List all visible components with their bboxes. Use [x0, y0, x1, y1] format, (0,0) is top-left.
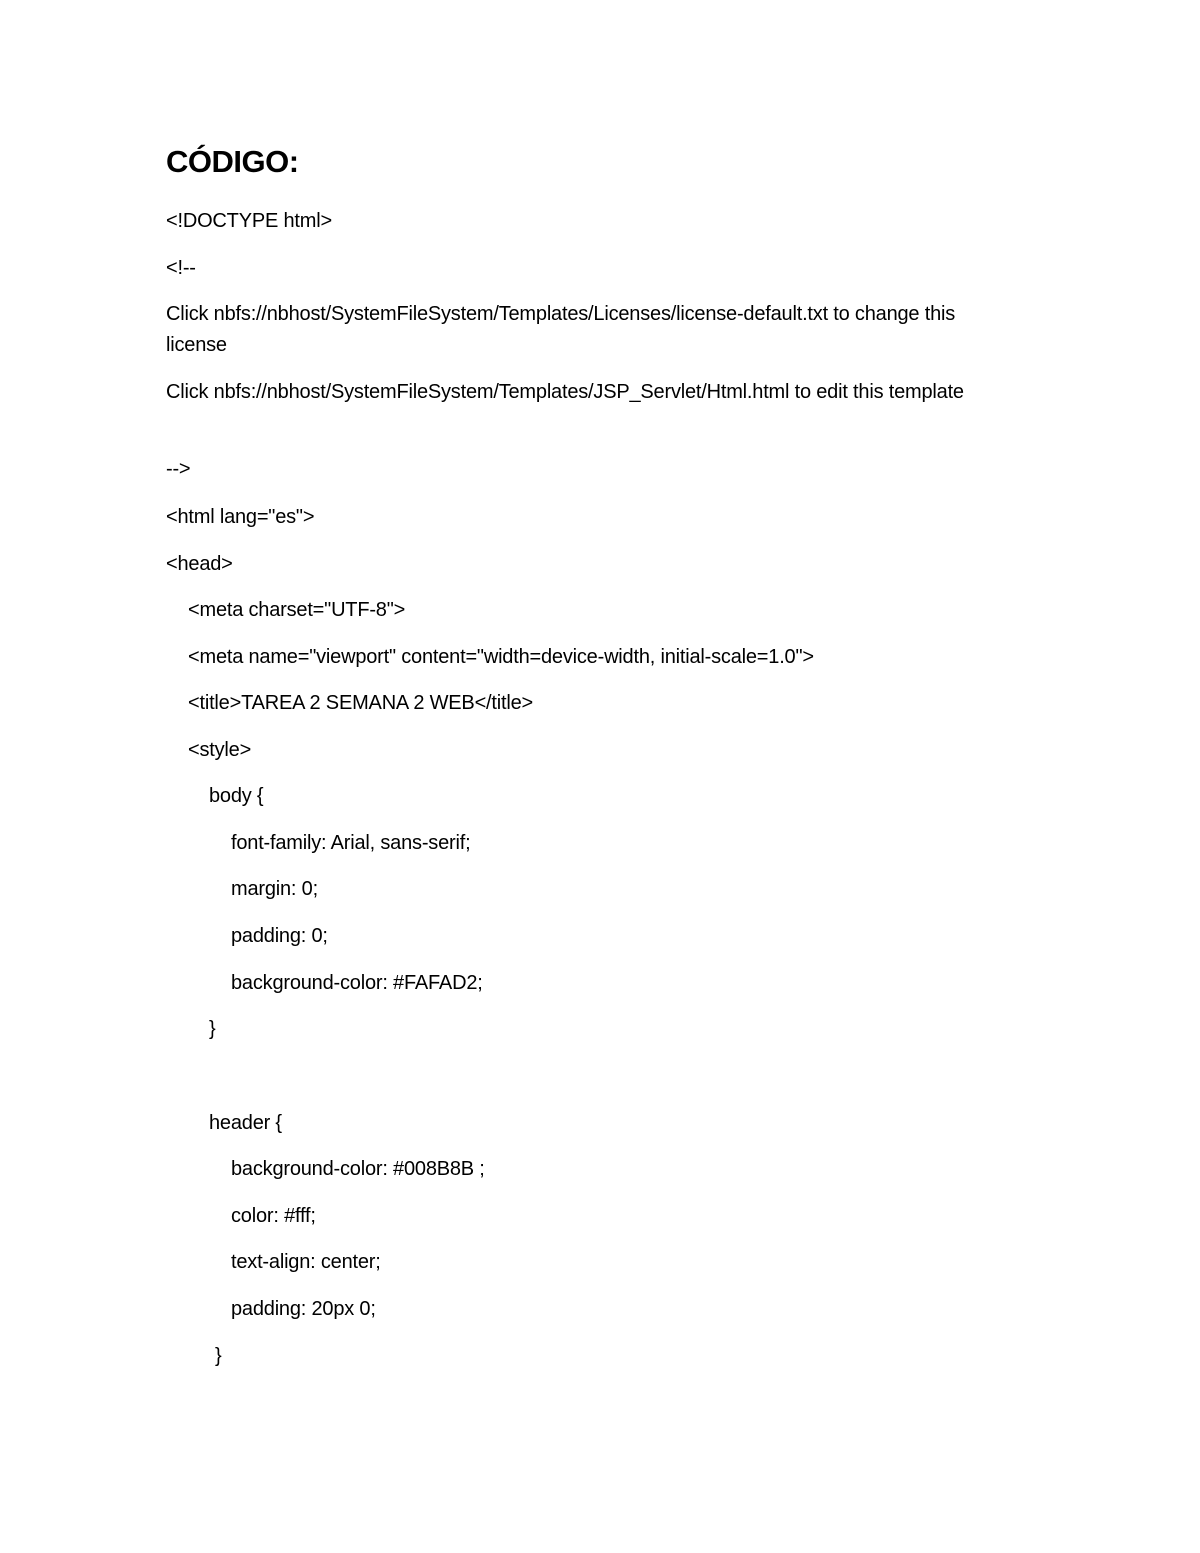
code-line: <meta charset="UTF-8"> — [188, 599, 406, 621]
code-line: background-color: #FAFAD2; — [231, 972, 483, 994]
code-line: margin: 0; — [231, 878, 318, 900]
code-line: padding: 20px 0; — [231, 1298, 376, 1320]
document-title: CÓDIGO: — [166, 144, 299, 179]
code-line: } — [215, 1345, 222, 1367]
code-line: body { — [209, 785, 264, 807]
code-line: color: #fff; — [231, 1205, 316, 1227]
code-line: Click nbfs://nbhost/SystemFileSystem/Templates/JSP_Servlet/Html.html to edit this template — [166, 381, 964, 403]
code-line: font-family: Arial, sans-serif; — [231, 832, 471, 854]
code-line: <style> — [188, 739, 252, 761]
code-line: header { — [209, 1112, 282, 1134]
code-line: text-align: center; — [231, 1251, 381, 1273]
code-line: <meta name="viewport" content="width=device-width, initial-scale=1.0"> — [188, 646, 814, 668]
code-line: <title>TAREA 2 SEMANA 2 WEB</title> — [188, 692, 534, 714]
code-line: <!-- — [166, 257, 196, 279]
code-line: --> — [166, 458, 191, 480]
code-line: <head> — [166, 553, 233, 575]
code-line: <html lang="es"> — [166, 506, 315, 528]
code-line: Click nbfs://nbhost/SystemFileSystem/Templates/Licenses/license-default.txt to change this license — [166, 303, 956, 356]
code-line: background-color: #008B8B ; — [231, 1158, 485, 1180]
code-line: <!DOCTYPE html> — [166, 210, 332, 232]
code-line: padding: 0; — [231, 925, 328, 947]
code-line: } — [209, 1018, 216, 1040]
